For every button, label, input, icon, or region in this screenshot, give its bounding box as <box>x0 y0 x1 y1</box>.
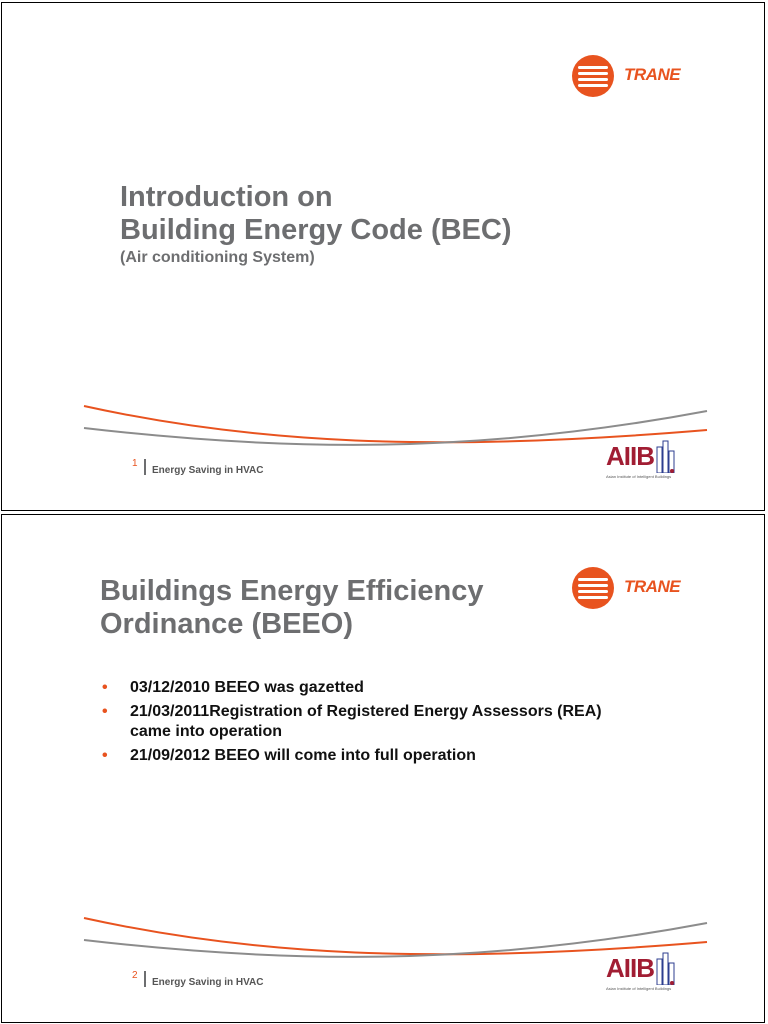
slide-subtitle: (Air conditioning System) <box>120 249 315 266</box>
aiib-mark: AIIB <box>606 953 654 983</box>
slide-title <box>120 181 512 268</box>
building-icon <box>656 439 676 473</box>
aiib-logo <box>606 435 676 485</box>
footer-divider <box>144 459 146 475</box>
slide-2 <box>1 514 765 1023</box>
aiib-tagline: Asian Institute of Intelligent Buildings <box>606 474 672 479</box>
building-icon <box>656 951 676 985</box>
trane-disc-icon <box>572 567 614 609</box>
page-number: 1 <box>132 458 138 469</box>
slide-1 <box>1 2 765 511</box>
aiib-mark: AIIB <box>606 441 654 471</box>
page-number: 2 <box>132 970 138 981</box>
aiib-tagline: Asian Institute of Intelligent Buildings <box>606 986 672 991</box>
bullet-item: • 21/09/2012 BEEO will come into full operation <box>102 746 642 766</box>
bullet-item: • 03/12/2010 BEEO was gazetted <box>102 678 642 698</box>
footer-text: Energy Saving in HVAC <box>152 465 264 476</box>
title-line-2: Building Energy Code (BEC) <box>120 214 512 246</box>
footer-divider <box>144 971 146 987</box>
trane-disc-icon <box>572 55 614 97</box>
footer-text: Energy Saving in HVAC <box>152 977 264 988</box>
trane-logo-word: TRANE <box>624 65 681 84</box>
title-line-2: Ordinance (BEEO) <box>100 608 353 640</box>
title-line-1: Introduction on <box>120 181 333 213</box>
trane-logo <box>572 567 696 611</box>
title-line-1: Buildings Energy Efficiency <box>100 575 484 607</box>
bullet-list <box>102 678 642 770</box>
trane-logo <box>572 55 696 99</box>
slide-title <box>100 575 484 641</box>
aiib-logo <box>606 947 676 997</box>
bullet-item: • 21/03/2011Registration of Registered Energy Assessors (REA) came into operation <box>102 702 642 742</box>
trane-logo-word: TRANE <box>624 577 681 596</box>
